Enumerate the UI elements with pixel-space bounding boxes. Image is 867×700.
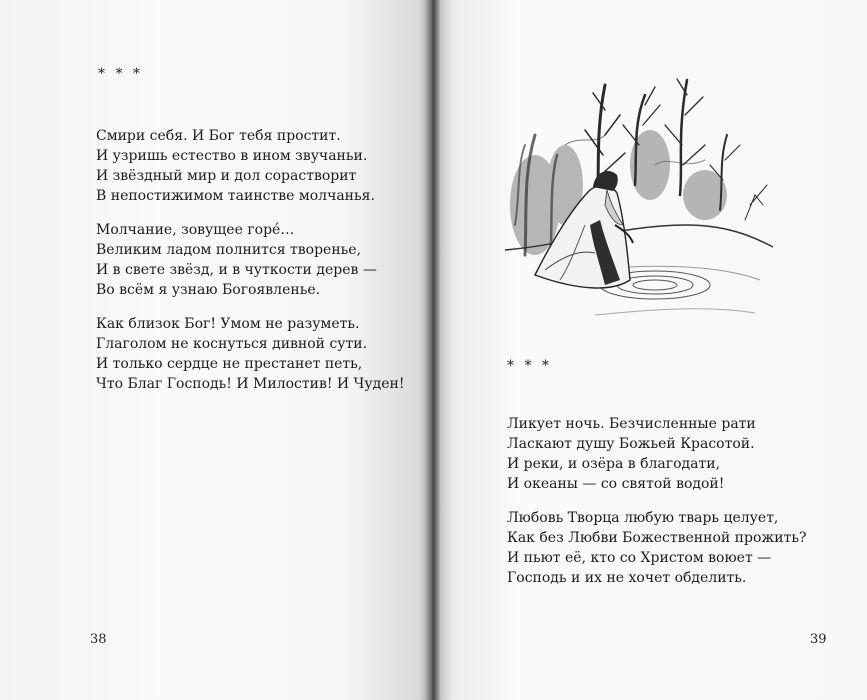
section-divider-stars: * * * [507, 358, 552, 374]
poem-line: И узришь естество в ином звучаньи. [96, 148, 368, 164]
poem-line: Как близок Бог! Умом не разуметь. [96, 316, 360, 332]
poem-stanza [507, 508, 806, 588]
page-number: 39 [810, 632, 827, 647]
poem-stanza [96, 220, 377, 300]
poem-stanza [96, 126, 375, 206]
poem-line: И в свете звёзд, и в чуткости дерев — [96, 262, 377, 278]
book-gutter-shadow [425, 0, 441, 700]
poem-line: И только сердце не престанет петь, [96, 356, 363, 372]
section-divider-stars: * * * [98, 66, 143, 82]
poem-line: Как без Любви Божественной прожить? [507, 530, 807, 546]
poem-line: Ласкают душу Божьей Красотой. [507, 436, 755, 452]
poem-line: И звёздный мир и дол сорастворит [96, 168, 357, 184]
poem-line: Великим ладом полнится творенье, [96, 242, 362, 258]
monk-at-winter-pond-illustration [505, 75, 775, 330]
left-page [0, 0, 432, 700]
page-number: 38 [90, 632, 107, 647]
poem-line: Молчание, зовущее горé… [96, 222, 295, 238]
poem-line: Что Благ Господь! И Милостив! И Чуден! [96, 376, 405, 392]
poem-line: Любовь Творца любую тварь целует, [507, 510, 779, 526]
poem-line: Глаголом не коснуться дивной сути. [96, 336, 368, 352]
poem-line: Во всём я узнаю Богоявленье. [96, 282, 321, 298]
poem-line: В непостижимом таинстве молчанья. [96, 188, 375, 204]
poem-line: И океаны — со святой водой! [507, 476, 725, 492]
poem-stanza [96, 314, 404, 394]
poem-line: Ликует ночь. Безчисленные рати [507, 416, 756, 432]
poem-line: И реки, и озёра в благодати, [507, 456, 721, 472]
poem-line: Господь и их не хочет обделить. [507, 570, 747, 586]
poem-line: Смири себя. И Бог тебя простит. [96, 128, 341, 144]
poem-stanza [507, 414, 756, 494]
poem-line: И пьют её, кто со Христом воюет — [507, 550, 772, 566]
